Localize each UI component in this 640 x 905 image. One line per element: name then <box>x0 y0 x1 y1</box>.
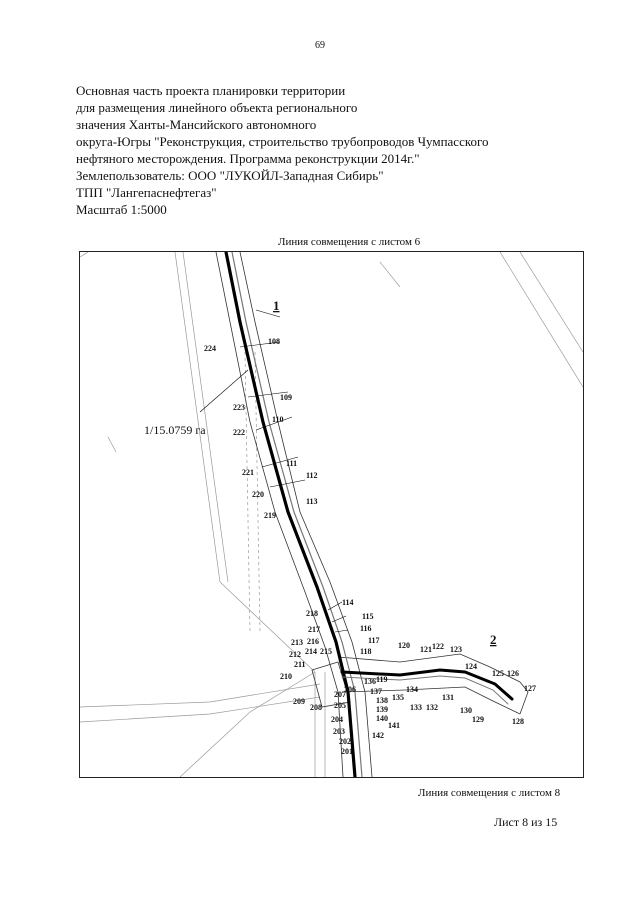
terrain-line <box>500 252 583 387</box>
point-label: 126 <box>507 669 519 678</box>
heading-line: для размещения линейного объекта регионального <box>76 100 358 115</box>
point-label: 216 <box>307 637 319 646</box>
heading-line: Основная часть проекта планировки территории <box>76 83 346 98</box>
point-label: 203 <box>333 727 345 736</box>
point-label: 115 <box>362 612 374 621</box>
point-label: 114 <box>342 598 354 607</box>
point-label: 206 <box>344 685 356 694</box>
point-label: 219 <box>264 511 276 520</box>
point-label: 210 <box>280 672 292 681</box>
point-label: 124 <box>465 662 477 671</box>
point-label: 136 <box>364 677 376 686</box>
terrain-line <box>245 352 250 632</box>
point-label: 221 <box>242 468 254 477</box>
point-label: 131 <box>442 693 454 702</box>
point-label: 142 <box>372 731 384 740</box>
point-label: 119 <box>376 675 388 684</box>
point-label: 117 <box>368 636 380 645</box>
leader-line <box>270 480 305 487</box>
point-label: 111 <box>286 459 298 468</box>
terrain-line <box>520 252 583 352</box>
point-label: 215 <box>320 647 332 656</box>
point-label: 132 <box>426 703 438 712</box>
point-label: 217 <box>308 625 320 634</box>
point-label: 133 <box>410 703 422 712</box>
point-label: 118 <box>360 647 372 656</box>
point-label: 121 <box>420 645 432 654</box>
point-label: 201 <box>341 747 353 756</box>
point-label: 208 <box>310 703 322 712</box>
point-label: 220 <box>252 490 264 499</box>
page-number: 69 <box>315 40 325 51</box>
point-label: 120 <box>398 641 410 650</box>
terrain-line <box>80 697 320 722</box>
point-label: 122 <box>432 642 444 651</box>
point-label: 212 <box>289 650 301 659</box>
point-label: 205 <box>334 701 346 710</box>
leader-line <box>335 630 348 632</box>
heading-line: нефтяного месторождения. Программа реконструкции 2014г." <box>76 151 420 166</box>
point-label: 108 <box>268 337 280 346</box>
point-label: 113 <box>306 497 318 506</box>
point-label: 110 <box>272 415 284 424</box>
point-label: 140 <box>376 714 388 723</box>
terrain-line <box>380 262 400 287</box>
point-label: 204 <box>331 715 343 724</box>
point-label: 112 <box>306 471 318 480</box>
point-label: 214 <box>305 647 317 656</box>
terrain-line <box>80 684 320 707</box>
point-label: 223 <box>233 403 245 412</box>
sheet-number: Лист 8 из 15 <box>494 815 558 829</box>
point-label: 141 <box>388 721 400 730</box>
point-label: 135 <box>392 693 404 702</box>
section-label-1: 1 <box>273 298 280 313</box>
heading-line: Масштаб 1:5000 <box>76 202 167 217</box>
point-label: 116 <box>360 624 372 633</box>
point-label: 218 <box>306 609 318 618</box>
point-label: 138 <box>376 696 388 705</box>
section-label-2: 2 <box>490 632 497 647</box>
terrain-line <box>175 252 220 582</box>
planning-map <box>79 251 584 778</box>
point-label: 209 <box>293 697 305 706</box>
corridor-edge-right <box>240 252 372 777</box>
document-heading <box>76 82 596 218</box>
heading-line: значения Ханты-Мансийского автономного <box>76 117 317 132</box>
area-label: 1/15.0759 га <box>144 423 206 437</box>
point-label: 125 <box>492 669 504 678</box>
terrain-line <box>108 437 116 452</box>
terrain-line <box>80 252 88 257</box>
point-label: 211 <box>294 660 306 669</box>
point-label: 213 <box>291 638 303 647</box>
point-label: 123 <box>450 645 462 654</box>
match-line-top-label: Линия совмещения с листом 6 <box>278 236 421 248</box>
point-labels <box>204 337 536 756</box>
point-label: 134 <box>406 685 418 694</box>
point-label: 128 <box>512 717 524 726</box>
terrain-lines <box>80 252 583 777</box>
heading-line: Землепользователь: ООО "ЛУКОЙЛ-Западная Сибирь" <box>76 168 384 183</box>
terrain-line <box>183 252 228 582</box>
point-label: 224 <box>204 344 216 353</box>
heading-line: округа-Югры "Реконструкция, строительство трубопроводов Чумпасского <box>76 134 489 149</box>
point-label: 130 <box>460 706 472 715</box>
point-label: 139 <box>376 705 388 714</box>
corridor-boundary <box>216 252 528 777</box>
point-label: 137 <box>370 687 382 696</box>
point-label: 202 <box>339 737 351 746</box>
point-label: 127 <box>524 684 536 693</box>
point-label: 207 <box>334 690 346 699</box>
match-line-bottom-label: Линия совмещения с листом 8 <box>418 787 561 799</box>
point-label: 222 <box>233 428 245 437</box>
point-label: 129 <box>472 715 484 724</box>
point-label: 109 <box>280 393 292 402</box>
heading-line: ТПП "Лангепаснефтегаз" <box>76 185 217 200</box>
terrain-line <box>180 672 315 777</box>
